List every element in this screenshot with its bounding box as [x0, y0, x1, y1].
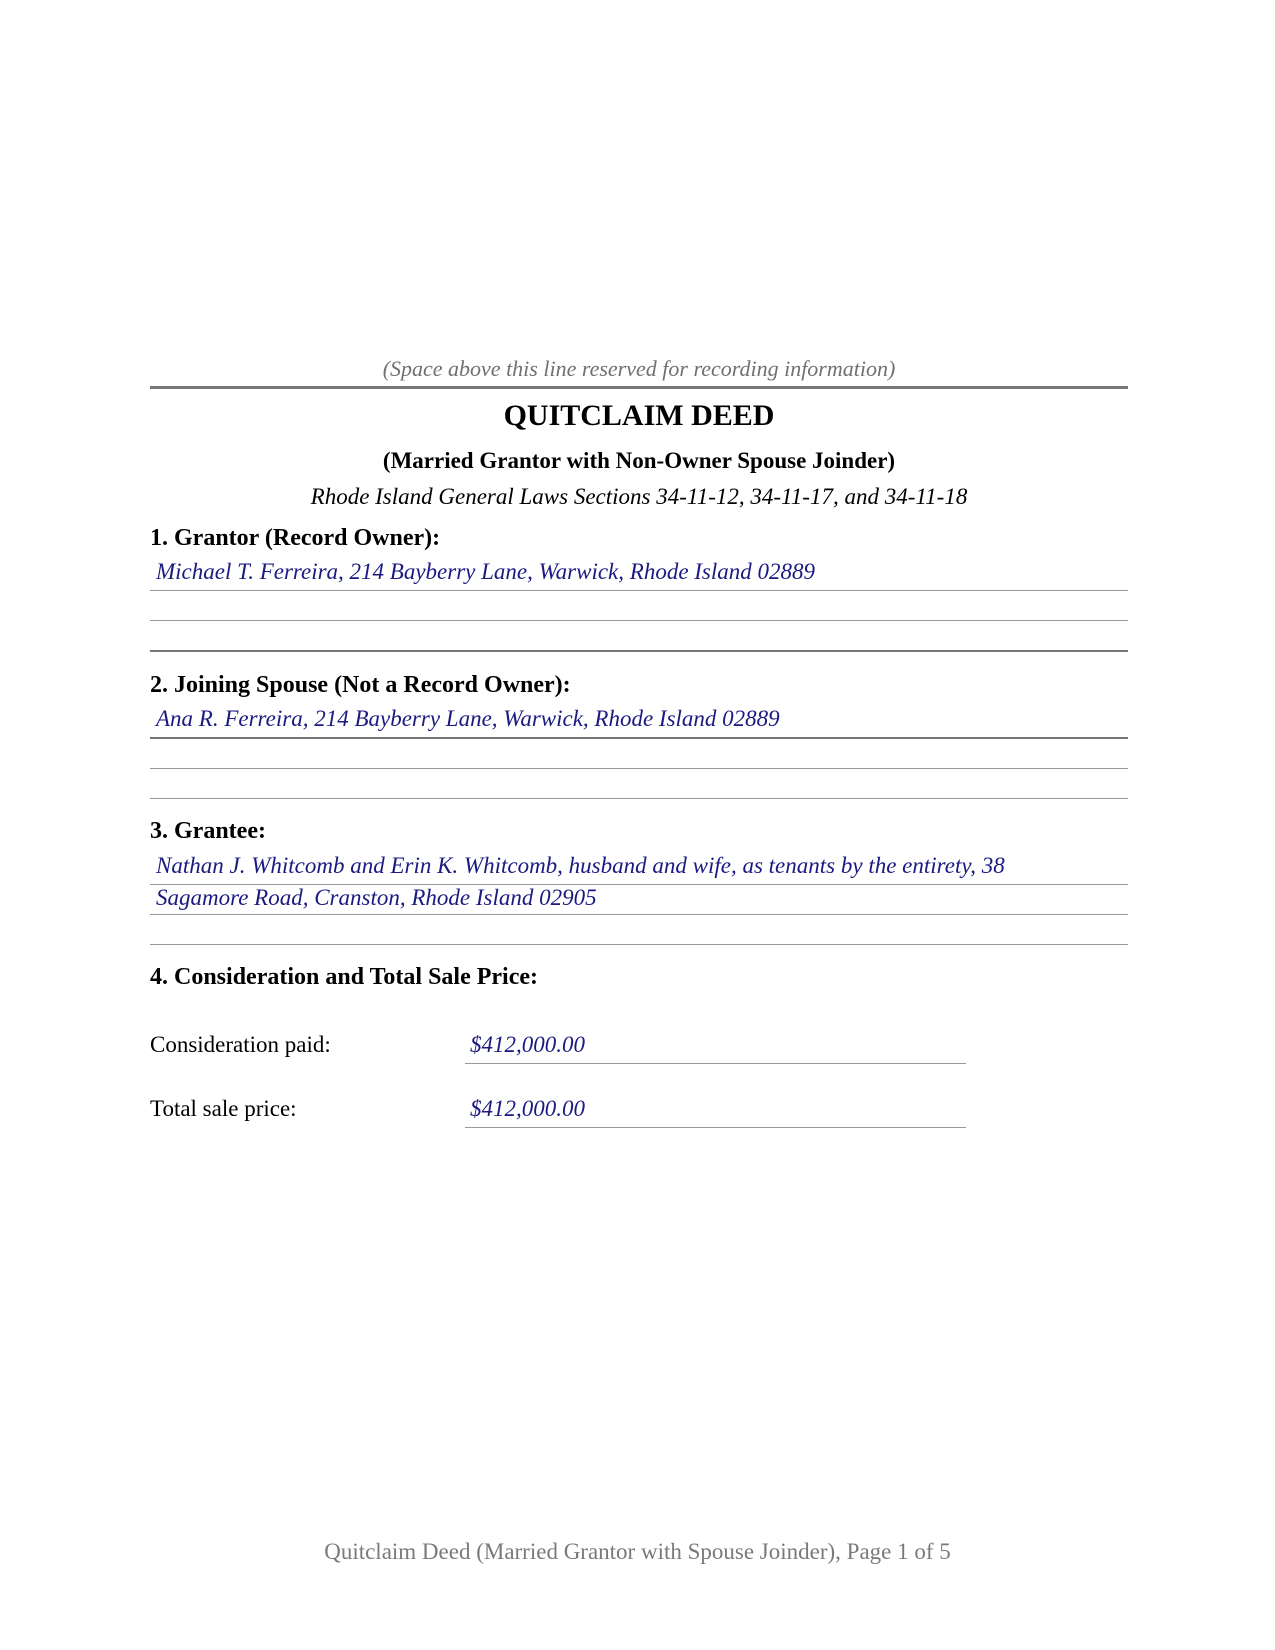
grantor-heading: 1. Grantor (Record Owner):	[150, 525, 441, 551]
document-title: QUITCLAIM DEED	[503, 399, 775, 432]
consideration-paid-label: Consideration paid:	[150, 1032, 331, 1057]
page-footer: Quitclaim Deed (Married Grantor with Spouse Joinder), Page 1 of 5	[324, 1539, 951, 1564]
spouse-line-1	[150, 737, 1128, 739]
spouse-line-2	[150, 768, 1128, 769]
recording-space-note: (Space above this line reserved for recording information)	[382, 356, 896, 381]
consideration-heading: 4. Consideration and Total Sale Price:	[150, 964, 539, 990]
total-sale-price-label: Total sale price:	[150, 1096, 297, 1121]
grantor-line-2	[150, 620, 1128, 621]
grantor-line-1	[150, 590, 1128, 591]
grantor-line-3	[150, 650, 1128, 652]
spouse-value[interactable]: Ana R. Ferreira, 214 Bayberry Lane, Warwick, Rhode Island 02889	[156, 706, 780, 731]
grantee-heading: 3. Grantee:	[150, 818, 266, 844]
spouse-heading: 2. Joining Spouse (Not a Record Owner):	[150, 672, 571, 698]
grantor-value[interactable]: Michael T. Ferreira, 214 Bayberry Lane, Warwick, Rhode Island 02889	[156, 559, 816, 584]
grantee-value-line-2[interactable]: Sagamore Road, Cranston, Rhode Island 02905	[156, 885, 597, 910]
consideration-paid-line	[465, 1063, 966, 1064]
recording-space-rule	[150, 386, 1128, 389]
consideration-paid-value[interactable]: $412,000.00	[470, 1032, 585, 1057]
spouse-line-3	[150, 798, 1128, 799]
grantee-line-2	[150, 914, 1128, 915]
document-subtitle: (Married Grantor with Non-Owner Spouse Joinder)	[382, 448, 896, 473]
total-sale-price-line	[465, 1127, 966, 1128]
total-sale-price-value[interactable]: $412,000.00	[470, 1096, 585, 1121]
grantee-value-line-1[interactable]: Nathan J. Whitcomb and Erin K. Whitcomb, husband and wife, as tenants by the entirety, 38	[156, 853, 1005, 878]
grantee-line-3	[150, 944, 1128, 945]
statute-reference: Rhode Island General Laws Sections 34-11-12, 34-11-17, and 34-11-18	[310, 484, 968, 509]
